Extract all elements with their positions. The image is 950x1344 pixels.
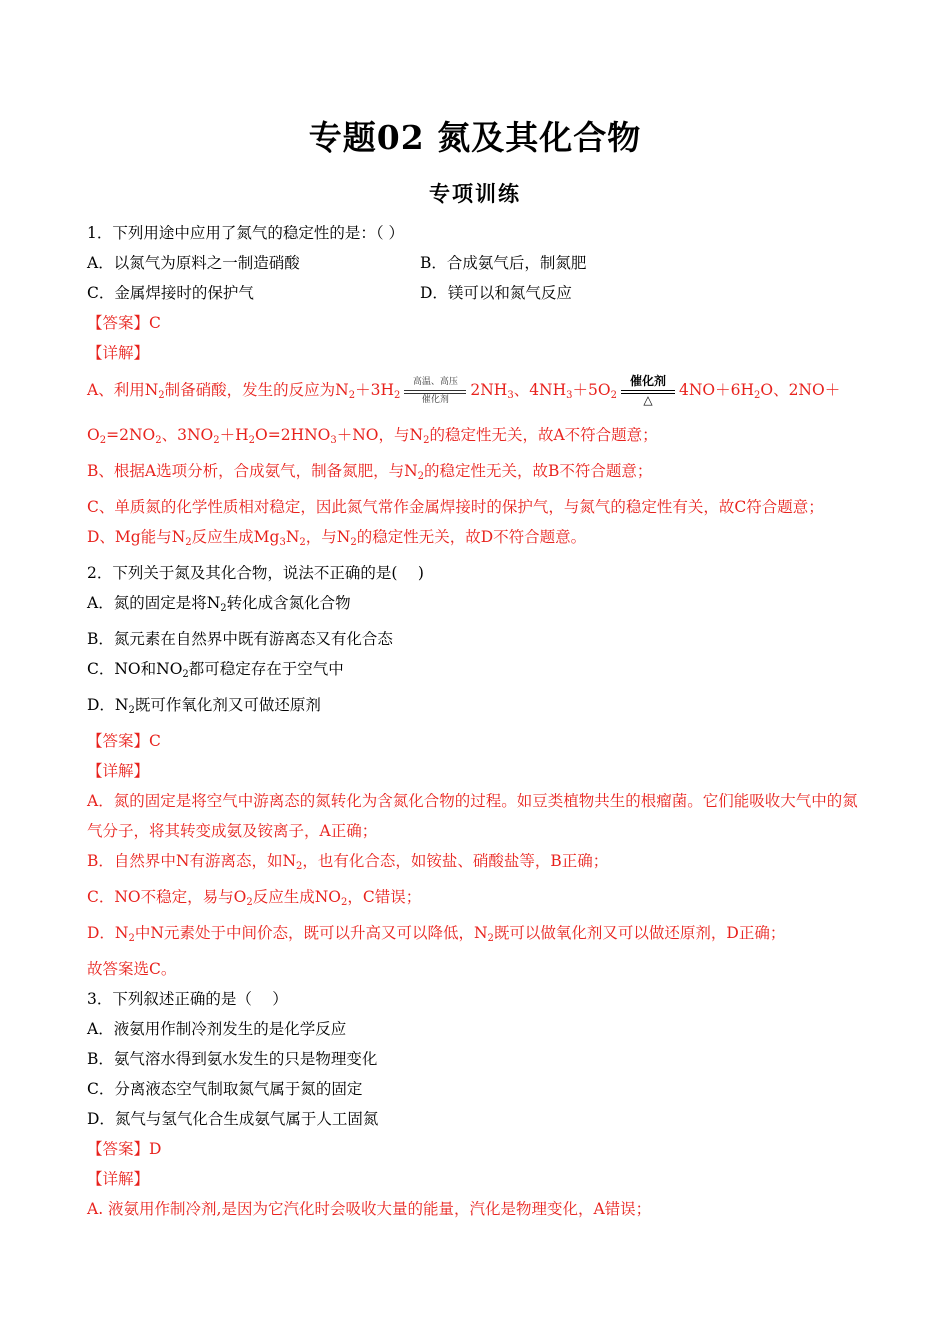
q1-explanation-a-line2: $O_2=2NO_2$、$3NO_2+H_2O=2HNO_3+NO$，与$N_2$的稳定性无关，故A不符合题意； bbox=[87, 426, 658, 446]
q2-explanation-a: A．氮的固定是将空气中游离态的氮转化为含氮化合物的过程。如豆类植物共生的根瘤菌。它们能吸收大气中的氮气分子，将其转变成氨及铵离子，A正确； bbox=[87, 792, 858, 840]
q1-option-d: D．镁可以和氮气反应 bbox=[420, 284, 572, 302]
q3-option-d: D．氮气与氢气化合生成氨气属于人工固氮 bbox=[87, 1110, 379, 1128]
q2-conclusion: 故答案选C。 bbox=[87, 960, 177, 978]
q2-detail-label: 【详解】 bbox=[87, 762, 150, 780]
q1-explanation-d: D、Mg能与$N_2$反应生成$Mg_3N_2$，与$N_2$的稳定性无关，故D不符合题意。 bbox=[87, 528, 587, 548]
page-subtitle: 专项训练 bbox=[429, 181, 521, 206]
q3-detail-label: 【详解】 bbox=[87, 1170, 150, 1188]
q1-explanation-c: C、单质氮的化学性质相对稳定，因此氮气常作金属焊接时的保护气，与氮气的稳定性有关，故C符合题意； bbox=[87, 498, 824, 516]
q1-explanation-a-line1: A、利用$N_2$制备硝酸，发生的反应为$N_2+3H_2$ 高温、高压 催化剂 $2NH_3$、$4NH_3+5O_2$ 催化剂 △ $4NO+6H_2O$、2NO＋ bbox=[87, 374, 841, 407]
q3-option-c: C．分离液态空气制取氮气属于氮的固定 bbox=[87, 1080, 363, 1098]
reaction-condition-arrow-2: 催化剂 △ bbox=[619, 376, 677, 406]
q2-option-a: A．氮的固定是将$N_2$转化成含氮化合物 bbox=[87, 594, 351, 614]
q2-explanation-c: C．NO不稳定，易与$O_2$反应生成$NO_2$，C错误； bbox=[87, 888, 422, 908]
q3-answer: 【答案】D bbox=[87, 1140, 162, 1158]
q2-stem: 2．下列关于氮及其化合物，说法不正确的是( ) bbox=[87, 564, 424, 582]
q2-option-b: B．氮元素在自然界中既有游离态又有化合态 bbox=[87, 630, 393, 648]
q1-detail-label: 【详解】 bbox=[87, 344, 150, 362]
q2-explanation-b: B．自然界中N有游离态，如$N_2$，也有化合态，如铵盐、硝酸盐等，B正确； bbox=[87, 852, 609, 872]
q1-explanation-b: B、根据A选项分析，合成氨气，制备氮肥，与$N_2$的稳定性无关，故B不符合题意； bbox=[87, 462, 653, 482]
q1-options-row1 bbox=[87, 248, 867, 278]
q2-explanation-d: D．$N_2$中N元素处于中间价态，既可以升高又可以降低，$N_2$既可以做氧化剂又可以做还原剂，D正确； bbox=[87, 924, 786, 944]
q3-explanation-a: A. 液氨用作制冷剂,是因为它汽化时会吸收大量的能量，汽化是物理变化，A错误； bbox=[87, 1200, 652, 1218]
content bbox=[87, 218, 867, 1224]
q2-option-d: D．$N_2$既可作氧化剂又可做还原剂 bbox=[87, 696, 321, 716]
q1-option-c: C．金属焊接时的保护气 bbox=[87, 284, 254, 302]
q1-options-row2 bbox=[87, 278, 867, 308]
q1-answer: 【答案】C bbox=[87, 314, 161, 332]
page-title: 专题02 氮及其化合物 bbox=[308, 118, 642, 157]
q2-answer: 【答案】C bbox=[87, 732, 161, 750]
reaction-condition-arrow-1: 高温、高压 催化剂 bbox=[402, 376, 468, 406]
q3-option-a: A．液氨用作制冷剂发生的是化学反应 bbox=[87, 1020, 347, 1038]
q3-option-b: B．氨气溶水得到氨水发生的只是物理变化 bbox=[87, 1050, 378, 1068]
q1-option-a: A．以氮气为原料之一制造硝酸 bbox=[87, 254, 300, 272]
q1-option-b: B．合成氨气后，制氮肥 bbox=[420, 254, 587, 272]
q1-stem: 1．下列用途中应用了氮气的稳定性的是：（ ） bbox=[87, 224, 405, 242]
q3-stem: 3．下列叙述正确的是（ ） bbox=[87, 990, 288, 1008]
q2-option-c: C．NO和$NO_2$都可稳定存在于空气中 bbox=[87, 660, 344, 680]
